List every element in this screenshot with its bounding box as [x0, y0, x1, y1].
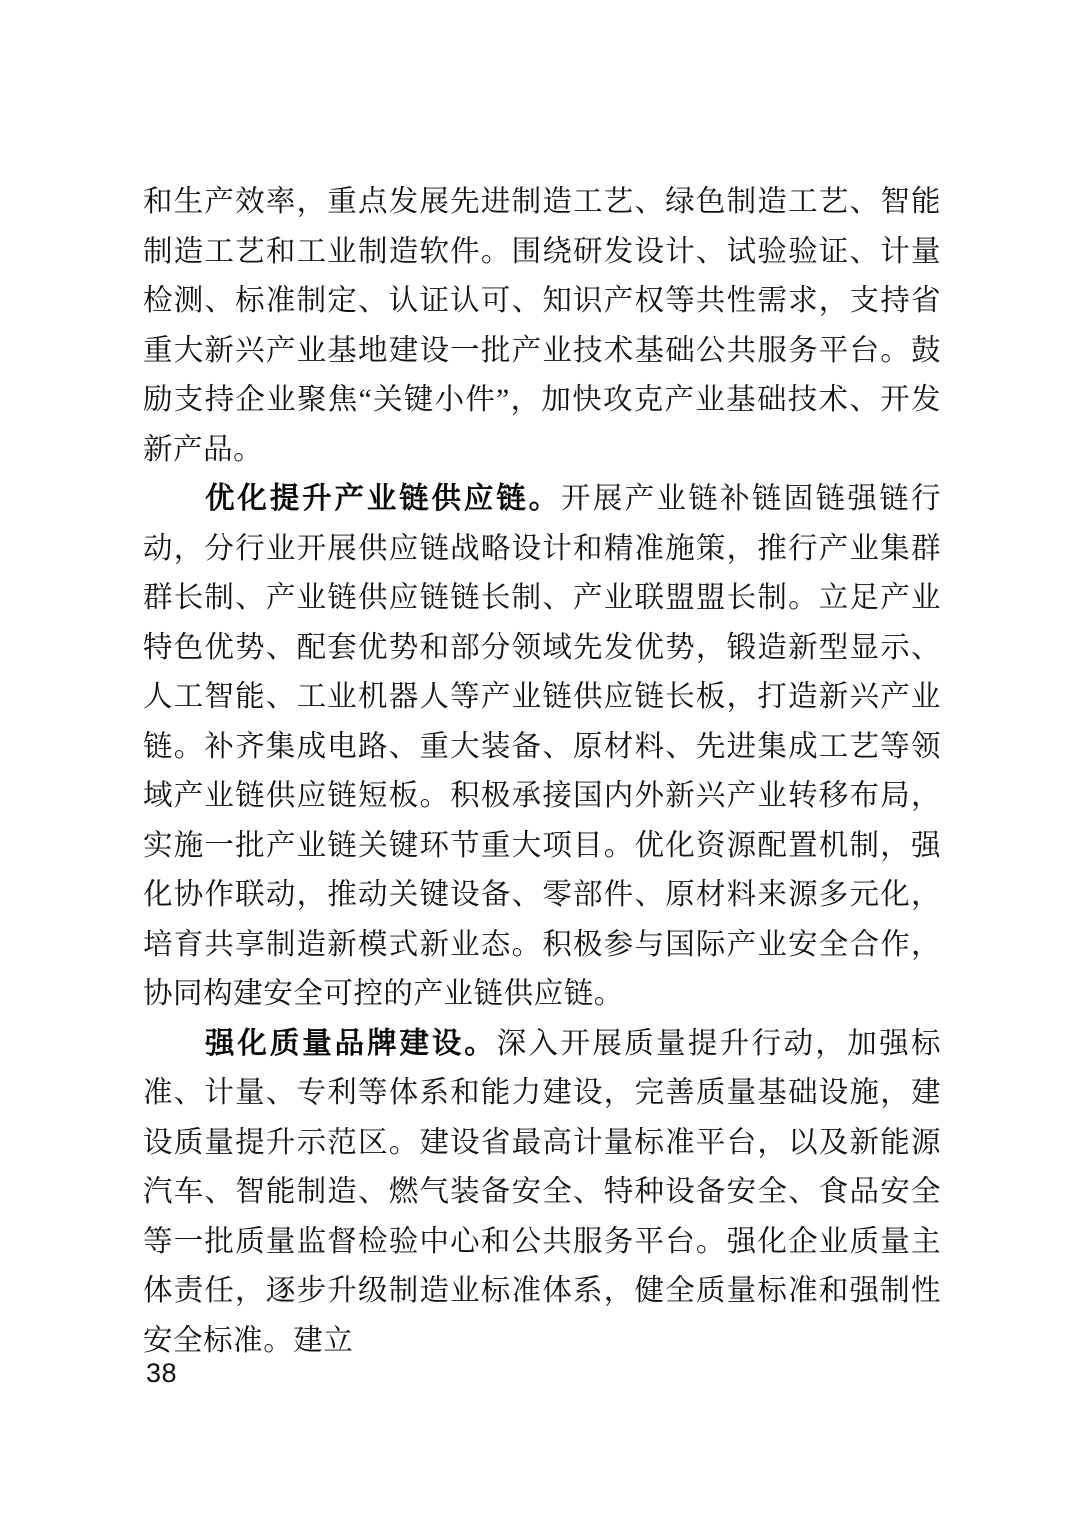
section-heading-industry-chain-supply-chain: 优化提升产业链供应链。 [205, 483, 561, 515]
page-number: 38 [146, 1358, 178, 1388]
body-text-column [143, 178, 941, 1366]
paragraph-body-text: 开展产业链补链固链强链行动，分行业开展供应链战略设计和精准施策，推行产业集群群长制、产业链供应链链长制、产业联盟盟长制。立足产业特色优势、配套优势和部分领域先发优势，锻造新型显示、人工智能、工业机器人等产业链供应链长板，打造新兴产业链。补齐集成电路、重大装备、原材料、先进集成工艺等领域产业链供应链短板。积极承接国内外新兴产业转移布局，实施一批产业链关键环节重大项目。优化资源配置机制，强化协作联动，推动关键设备、零部件、原材料来源多元化，培育共享制造新模式新业态。积极参与国际产业安全合作，协同构建安全可控的产业链供应链。 [143, 483, 941, 1010]
section-heading-quality-brand-construction: 强化质量品牌建设。 [205, 1027, 497, 1060]
paragraph-body-text: 深入开展质量提升行动，加强标准、计量、专利等体系和能力建设，完善质量基础设施，建设质量提升示范区。建设省最高计量标准平台，以及新能源汽车、智能制造、燃气装备安全、特种设备安全、食品安全等一批质量监督检验中心和公共服务平台。强化企业质量主体责任，逐步升级制造业标准体系，健全质量标准和强制性安全标准。建立 [143, 1027, 942, 1357]
paragraph-quality-brand-construction [143, 1020, 941, 1367]
paragraph-body-text: 和生产效率，重点发展先进制造工艺、绿色制造工艺、智能制造工艺和工业制造软件。围绕研发设计、试验验证、计量检测、标准制定、认证认可、知识产权等共性需求，支持省重大新兴产业基地建设一批产业技术基础公共服务平台。鼓励支持企业聚焦“关键小件”，加快攻克产业基础技术、开发新产品。 [143, 186, 941, 466]
paragraph-industry-chain-supply-chain [143, 475, 941, 1020]
paragraph-continued-production-efficiency [143, 178, 941, 475]
